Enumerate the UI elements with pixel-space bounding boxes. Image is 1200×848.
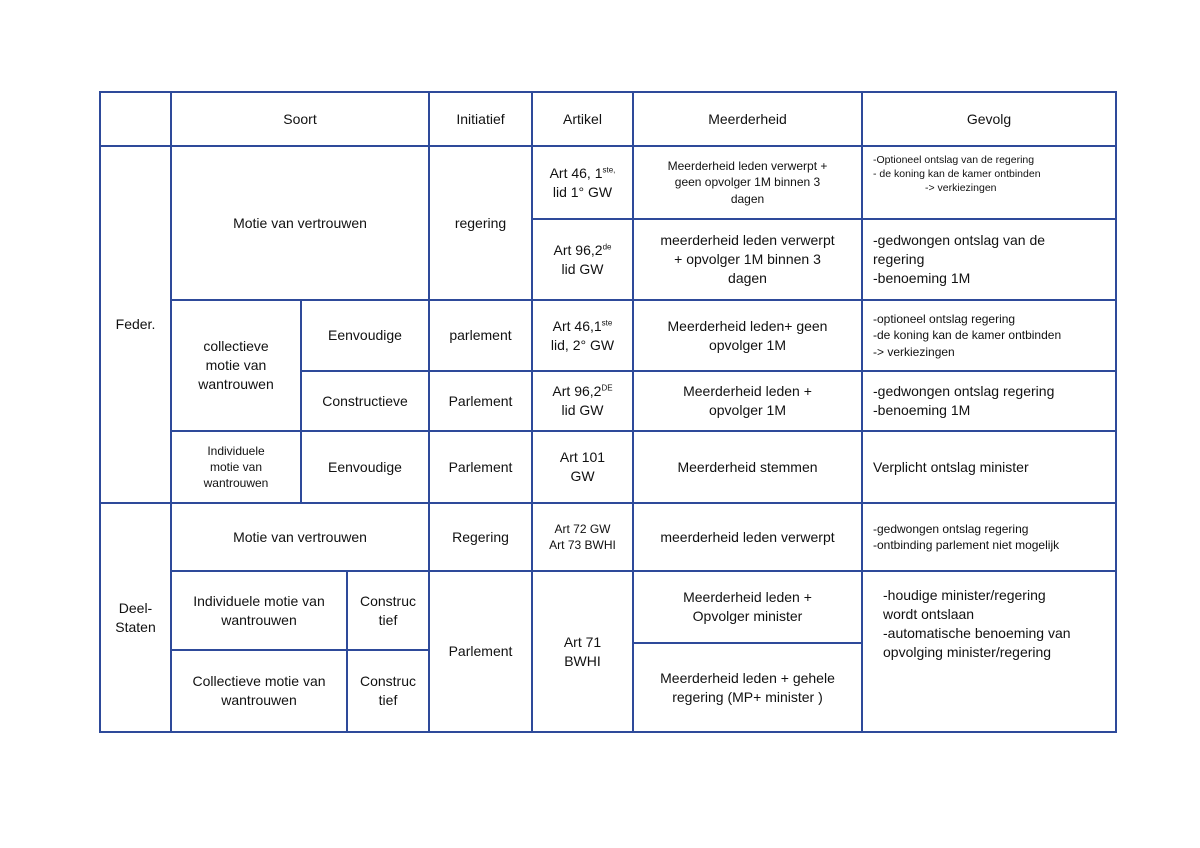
feder-meerderheid-4: Meerderheid leden + opvolger 1M — [632, 370, 863, 432]
deelstaten-collectieve-motie-wantrouwen: Collectieve motie van wantrouwen — [170, 649, 348, 733]
feder-initiatief-parlement-2: Parlement — [428, 370, 533, 432]
feder-motie-vertrouwen: Motie van vertrouwen — [170, 145, 430, 301]
deelstaten-initiatief-regering: Regering — [428, 502, 533, 572]
header-initiatief: Initiatief — [428, 91, 533, 147]
row-label-feder: Feder. — [99, 145, 172, 504]
deelstaten-meerderheid-1: meerderheid leden verwerpt — [632, 502, 863, 572]
feder-artikel-5: Art 101 GW — [531, 430, 634, 504]
feder-artikel-3: Art 46,1ste lid, 2° GW — [531, 299, 634, 372]
deelstaten-individuele-motie-wantrouwen: Individuele motie van wantrouwen — [170, 570, 348, 651]
row-label-deelstaten: Deel- Staten — [99, 502, 172, 733]
deelstaten-meerderheid-3: Meerderheid leden + gehele regering (MP+ minister ) — [632, 642, 863, 733]
feder-collectieve-motie-wantrouwen: collectieve motie van wantrouwen — [170, 299, 302, 432]
feder-initiatief-parlement-3: Parlement — [428, 430, 533, 504]
feder-gevolg-3: -optioneel ontslag regering -de koning kan de kamer ontbinden -> verkiezingen — [861, 299, 1117, 372]
feder-gevolg-2: -gedwongen ontslag van de regering -benoeming 1M — [861, 218, 1117, 301]
feder-type-constructieve: Constructieve — [300, 370, 430, 432]
deelstaten-meerderheid-2: Meerderheid leden + Opvolger minister — [632, 570, 863, 644]
feder-meerderheid-1: Meerderheid leden verwerpt + geen opvolger 1M binnen 3 dagen — [632, 145, 863, 220]
feder-meerderheid-5: Meerderheid stemmen — [632, 430, 863, 504]
header-soort: Soort — [170, 91, 430, 147]
feder-individuele-motie-wantrouwen: Individuele motie van wantrouwen — [170, 430, 302, 504]
deelstaten-type-constructief-1: Construc tief — [346, 570, 430, 651]
header-gevolg: Gevolg — [861, 91, 1117, 147]
deelstaten-artikel-1: Art 72 GW Art 73 BWHI — [531, 502, 634, 572]
feder-artikel-1: Art 46, $1^{ste,}$ lid 1° GW — [531, 145, 634, 220]
feder-type-eenvoudige-2: Eenvoudige — [300, 430, 430, 504]
deelstaten-gevolg-2: -houdige minister/regering wordt ontslaan -automatische benoeming van opvolging minister/regering — [861, 570, 1117, 733]
feder-meerderheid-2: meerderheid leden verwerpt + opvolger 1M binnen 3 dagen — [632, 218, 863, 301]
feder-type-eenvoudige-1: Eenvoudige — [300, 299, 430, 372]
feder-initiatief-regering: regering — [428, 145, 533, 301]
deelstaten-initiatief-parlement: Parlement — [428, 570, 533, 733]
header-meerderheid: Meerderheid — [632, 91, 863, 147]
deelstaten-type-constructief-2: Construc tief — [346, 649, 430, 733]
feder-initiatief-parlement-1: parlement — [428, 299, 533, 372]
deelstaten-artikel-2: Art 71 BWHI — [531, 570, 634, 733]
header-artikel: Artikel — [531, 91, 634, 147]
feder-gevolg-1: -Optioneel ontslag van de regering - de koning kan de kamer ontbinden -> verkiezingen — [861, 145, 1117, 220]
feder-gevolg-5: Verplicht ontslag minister — [861, 430, 1117, 504]
feder-artikel-2: Art 96,2de lid GW — [531, 218, 634, 301]
feder-gevolg-4: -gedwongen ontslag regering -benoeming 1M — [861, 370, 1117, 432]
header-empty-cell — [99, 91, 172, 147]
deelstaten-gevolg-1: -gedwongen ontslag regering -ontbinding parlement niet mogelijk — [861, 502, 1117, 572]
feder-meerderheid-3: Meerderheid leden+ geen opvolger 1M — [632, 299, 863, 372]
deelstaten-motie-vertrouwen: Motie van vertrouwen — [170, 502, 430, 572]
feder-artikel-4: Art 96,2DE lid GW — [531, 370, 634, 432]
